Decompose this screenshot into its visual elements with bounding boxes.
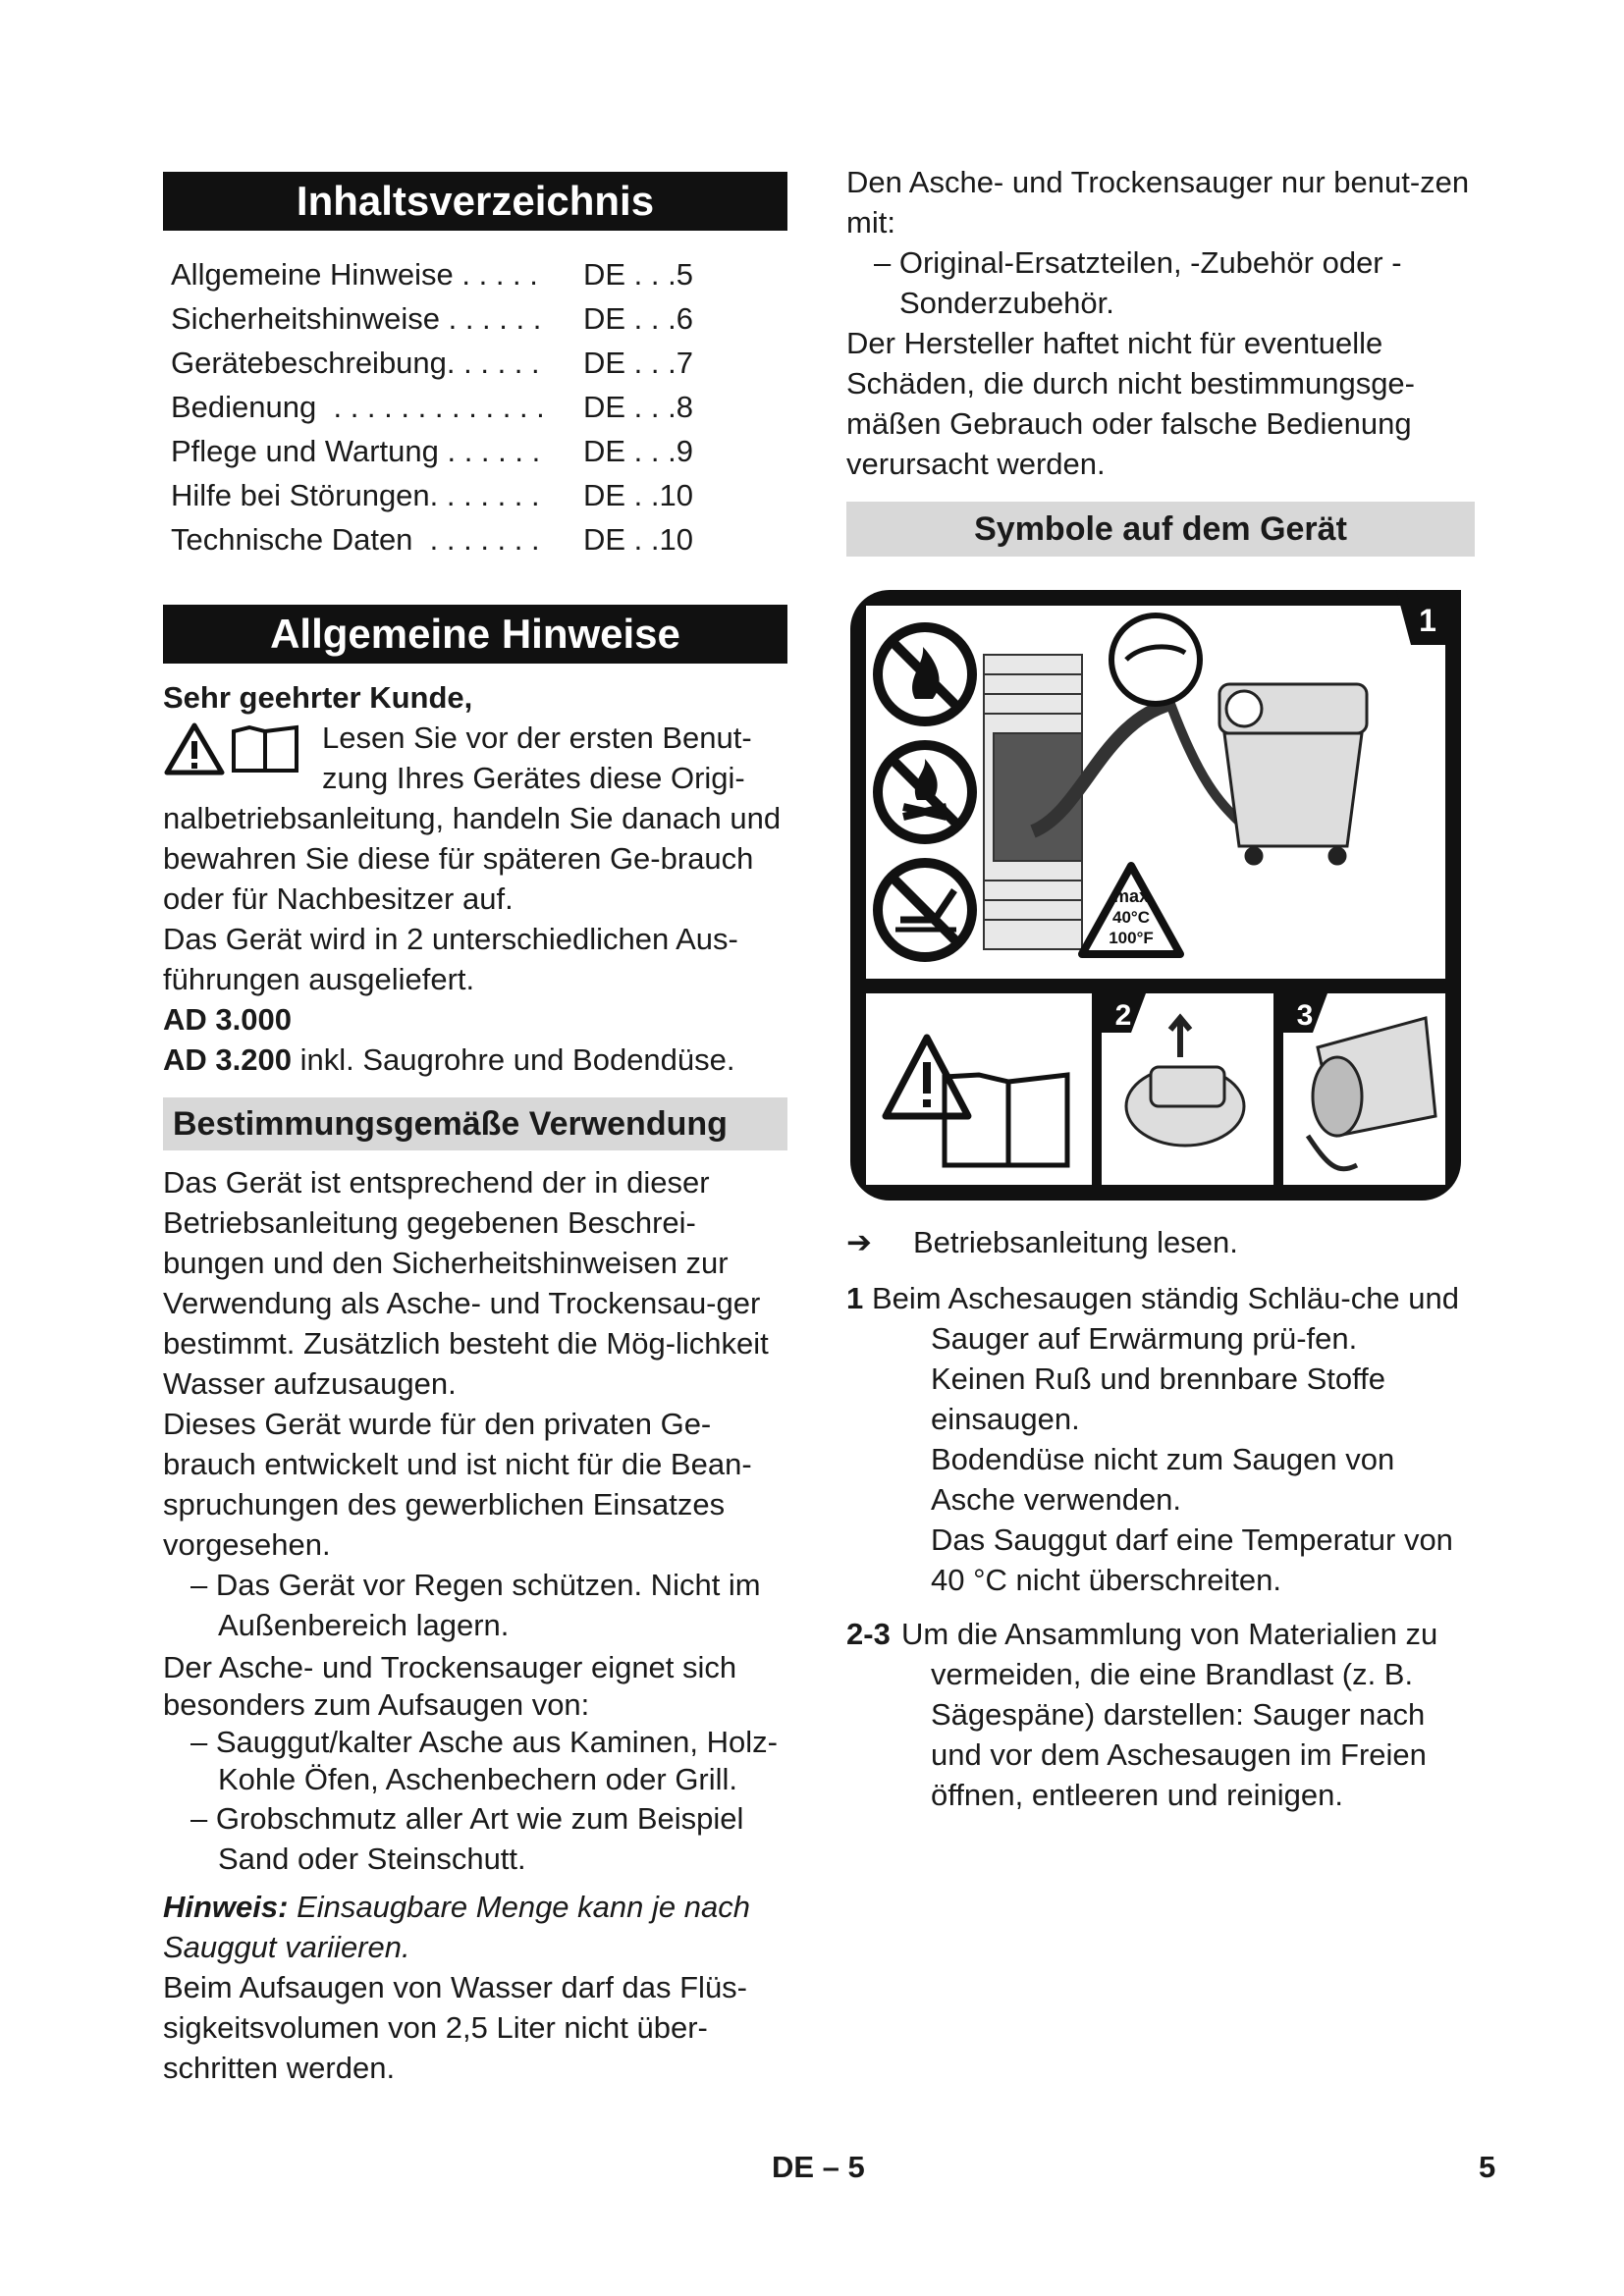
toc-row[interactable]: Gerätebeschreibung. . . . . . DE . . .7 [171, 346, 693, 380]
toc-row[interactable]: Pflege und Wartung . . . . . . DE . . .9 [171, 434, 693, 468]
warning-read-block: Lesen Sie vor der ersten Benut- zung Ihres Gerätes diese Origi- [163, 718, 787, 798]
toc-row[interactable]: Sicherheitshinweise . . . . . . DE . . .6 [171, 301, 693, 336]
toc-title: Inhaltsverzeichnis [163, 172, 787, 231]
left-column [163, 172, 787, 2088]
device-symbols-figure [846, 586, 1465, 1204]
intended-p2: Dieses Gerät wurde für den privaten Ge-brauch entwickelt und ist nicht für die Bean-spruchungen des gewerblichen Einsatzes vorgesehen. [163, 1407, 752, 1562]
toc-row[interactable]: Allgemeine Hinweise . . . . . DE . . .5 [171, 257, 693, 292]
liability-text: Der Hersteller haftet nicht für eventuelle Schäden, die durch nicht bestimmungsge-mäßen Gebrauch oder falsche Bedienung verursacht werden. [846, 326, 1415, 481]
symbol-item-1: 1 Beim Aschesaugen ständig Schläu-che und Sauger auf Erwärmung prü-fen. Keinen Ruß und brennbare Stoffe einsaugen. Bodendüse nicht zum Saugen von Asche verwenden. Das Sauggut darf eine Temperatur von 40 °C nicht überschreiten. [846, 1281, 1460, 1597]
hand-check-icon [1111, 615, 1200, 704]
warning-book-icon [163, 718, 312, 778]
intended-use-title: Bestimmungsgemäße Verwendung [163, 1097, 787, 1150]
model-ad3000: AD 3.000 [163, 1002, 292, 1037]
svg-text:40°C: 40°C [1112, 908, 1150, 927]
usage-intro: Den Asche- und Trockensauger nur benut-zen mit: [846, 165, 1470, 240]
svg-text:100°F: 100°F [1109, 929, 1154, 947]
intended-bullet-dirt: – Grobschmutz aller Art wie zum Beispiel Sand oder Steinschutt. [190, 1801, 744, 1876]
toc-row[interactable]: Technische Daten . . . . . . . DE . .10 [171, 522, 693, 557]
vacuum-illustration [1219, 684, 1367, 864]
toc-row[interactable]: Hilfe bei Störungen. . . . . . . DE . .10 [171, 478, 693, 512]
model-ad3200: AD 3.200 inkl. Saugrohre und Bodendüse. [163, 1042, 735, 1077]
intended-p3: Der Asche- und Trockensauger eignet sich besonders zum Aufsaugen von: [163, 1650, 737, 1722]
table-of-contents [171, 252, 787, 561]
greeting: Sehr geehrter Kunde, [163, 680, 473, 715]
svg-text:3: 3 [1296, 999, 1314, 1032]
note: Hinweis: Einsaugbare Menge kann je nach Sauggut variieren. [163, 1890, 750, 1964]
footer-section-label: DE – 5 [772, 2150, 865, 2184]
intended-bullet-ash: – Sauggut/kalter Asche aus Kaminen, Holz-Kohle Öfen, Aschenbechern oder Grill. [190, 1725, 778, 1796]
page-number: 5 [1479, 2150, 1496, 2184]
general-title: Allgemeine Hinweise [163, 605, 787, 664]
right-column [846, 162, 1475, 1815]
arrow-right-icon: ➔ [846, 1225, 872, 1259]
read-manual-line: ➔ Betriebsanleitung lesen. [846, 1222, 1475, 1262]
intended-p1: Das Gerät ist entsprechend der in dieser Betriebsanleitung gegebenen Beschrei-bungen und den Sicherheitshinweisen zur Verwendung als Asche- und Trockensau-ger bestimmt. Zusätzlich besteht die Mög-lichkeit Wasser aufzusaugen. [163, 1165, 769, 1401]
intended-p4: Beim Aufsaugen von Wasser darf das Flüs-sigkeitsvolumen von 2,5 Liter nicht über-schritten werden. [163, 1970, 748, 2085]
read-instructions-text: nalbetriebsanleitung, handeln Sie danach und bewahren Sie diese für späteren Ge-brauch oder für Nachbesitzer auf. [163, 801, 782, 916]
variants-intro: Das Gerät wird in 2 unterschiedlichen Aus-führungen ausgeliefert. [163, 922, 738, 996]
svg-text:1: 1 [1419, 603, 1436, 638]
usage-bullet-parts: – Original-Ersatzteilen, -Zubehör oder -Sonderzubehör. [874, 245, 1402, 320]
svg-text:max: max [1112, 886, 1150, 906]
toc-row[interactable]: Bedienung . . . . . . . . . . . . . DE . . .8 [171, 390, 693, 424]
intended-bullet-rain: – Das Gerät vor Regen schützen. Nicht im Außenbereich lagern. [190, 1568, 761, 1642]
symbols-title: Symbole auf dem Gerät [846, 502, 1475, 557]
symbol-item-2-3: 2-3 Um die Ansammlung von Materialien zu vermeiden, die eine Brandlast (z. B. Sägespäne) darstellen: Sauger nach und vor dem Aschesaugen im Freien öffnen, entleeren und reinigen. [846, 1617, 1438, 1812]
svg-text:2: 2 [1114, 999, 1132, 1032]
